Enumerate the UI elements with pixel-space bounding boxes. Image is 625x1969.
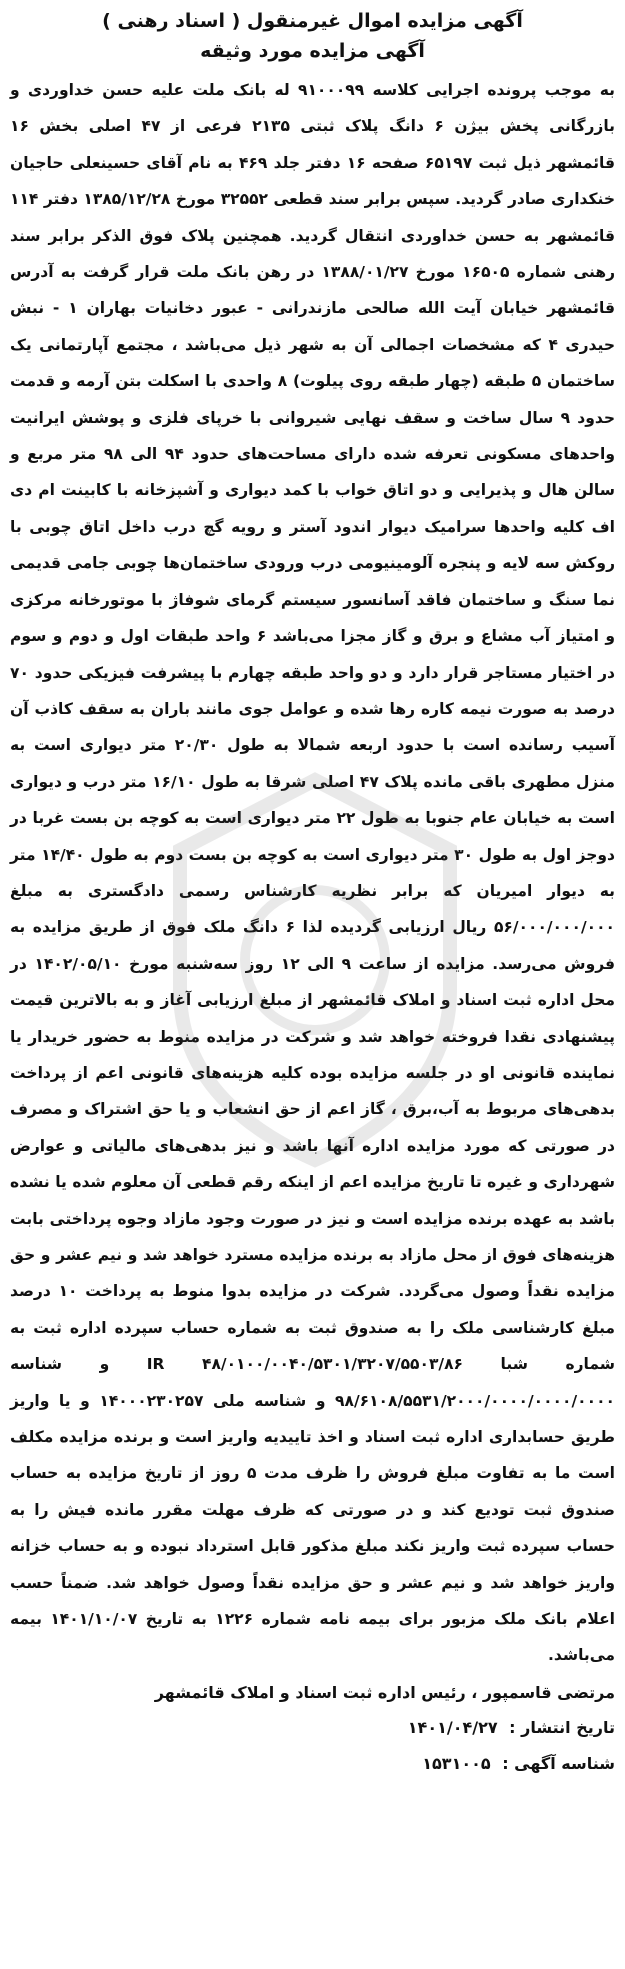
notice-title: آگهی مزایده اموال غیرمنقول ( اسناد رهنی ): [102, 10, 523, 32]
publish-date-label: تاریخ انتشار :: [509, 1717, 615, 1737]
publish-date-row: [10, 1710, 615, 1746]
notice-id-row: [10, 1746, 615, 1782]
notice-subtitle: آگهی مزایده مورد وثیقه: [200, 40, 425, 62]
notice-id-label: شناسه آگهی :: [502, 1753, 615, 1773]
signature-line: مرتضی قاسمپور ، رئیس اداره ثبت اسناد و املاک قائمشهر: [154, 1682, 615, 1702]
publish-date-value: ۱۴۰۱/۰۴/۲۷: [407, 1717, 498, 1737]
notice-id-value: ۱۵۳۱۰۰۵: [422, 1753, 491, 1773]
notice-body: به موجب پرونده اجرایی کلاسه ۹۱۰۰۰۹۹ له بانک ملت علیه حسن خداوردی و بازرگانی پخش بیژن ۶ دانگ پلاک ثبتی ۲۱۳۵ فرعی از ۴۷ اصلی بخش ۱۶ قائمشهر ذیل ثبت ۶۵۱۹۷ صفحه ۱۶ دفتر جلد ۴۶۹ به نام آقای حسینعلی حاجیان خنکداری صادر گردید. سپس برابر سند قطعی ۳۲۵۵۲ مورخ ۱۳۸۵/۱۲/۲۸ دفتر ۱۱۴ قائمشهر به حسن خداوردی انتقال گردید. همچنین پلاک فوق الذکر برابر سند رهنی شماره ۱۶۵۰۵ مورخ ۱۳۸۸/۰۱/۲۷ در رهن بانک ملت قرار گرفت به آدرس قائمشهر خیابان آیت الله صالحی مازندرانی - عبور دخانیات بهاران ۱ - نبش حیدری ۴ که مشخصات اجمالی آن به شهر ذیل می‌باشد ، مجتمع آپارتمانی یک ساختمان ۵ طبقه (چهار طبقه روی پیلوت) ۸ واحدی با اسکلت بتن آرمه و قدمت حدود ۹ سال ساخت و سقف نهایی شیروانی با خرپای فلزی و پوشش ایرانیت واحدهای مسکونی تعرفه شده دارای مساحت‌های حدود ۹۴ الی ۹۸ متر مربع و سالن هال و پذیرایی و دو اتاق خواب با کمد دیواری و آشپزخانه با کابینت ام دی اف کلیه واحدها سرامیک دیوار اندود آستر و رویه گچ درب داخل اتاق چوبی با روکش سه لایه و پنجره آلومینیومی درب ورودی ساختمان‌ها چوبی جامی قدیمی نما سنگ و ساختمان فاقد آسانسور سیستم گرمای شوفاژ با موتورخانه مرکزی و امتیاز آب مشاع و برق و گاز مجزا می‌باشد ۶ واحد طبقات اول و دوم و سوم در اختیار مستاجر قرار دارد و دو واحد طبقه چهارم با پیشرفت فیزیکی حدود ۷۰ درصد به صورت نیمه کاره رها شده و عوامل جوی مانند باران به سقف کاذب آن آسیب رسانده است با حدود اربعه شمالا به طول ۲۰/۳۰ متر دیواری است به منزل مطهری باقی مانده پلاک ۴۷ اصلی شرقا به طول ۱۶/۱۰ متر درب و دیواری است به خیابان عام جنوبا به طول ۲۲ متر دیواری است به کوچه بن بست غربا در دوجز اول به طول ۳۰ متر دیواری است به کوچه بن بست دوم به طول ۱۴/۴۰ متر به دیوار امیریان که برابر نظریه کارشناس رسمی دادگستری به مبلغ ۵۶/۰۰۰/۰۰۰/۰۰۰ ریال ارزیابی گردیده لذا ۶ دانگ ملک فوق از طریق مزایده به فروش می‌رسد. مزایده از ساعت ۹ الی ۱۲ روز سه‌شنبه مورخ ۱۴۰۲/۰۵/۱۰ در محل اداره ثبت اسناد و املاک قائمشهر از مبلغ ارزیابی آغاز و به بالاترین قیمت پیشنهادی نقدا فروخته خواهد شد و شرکت در مزایده منوط به حضور خریدار یا نماینده قانونی او در جلسه مزایده بوده کلیه هزینه‌های قانونی اعم از پرداخت بدهی‌های مربوط به آب،برق ، گاز اعم از حق انشعاب و یا حق اشتراک و مصرف در صورتی که مورد مزایده اداره آنها باشد و نیز بدهی‌های مالیاتی و عوارض شهرداری و غیره تا تاریخ مزایده اعم از اینکه رقم قطعی آن معلوم شده یا نشده باشد به عهده برنده مزایده است و نیز در صورت وجود مازاد وجوه پرداختی بابت هزینه‌های فوق از محل مازاد به برنده مزایده مسترد خواهد شد و نیم عشر و حق مزایده نقداً وصول می‌گردد. شرکت در مزایده بدوا منوط به پرداخت ۱۰ درصد مبلغ کارشناسی ملک را به صندوق ثبت به شماره حساب سپرده اداره ثبت به شماره شبا IR ۴۸/۰۱۰۰/۰۰۴۰/۵۳۰۱/۳۲۰۷/۵۵۰۳/۸۶ و شناسه ۹۸/۶۱۰۸/۵۵۳۱/۲۰۰۰/۰۰۰۰/۰۰۰۰/۰۰۰۰ و شناسه ملی ۱۴۰۰۰۲۳۰۲۵۷ و یا واریز طریق حسابداری اداره ثبت اسناد و اخذ تاییدیه واریز است و برنده مزایده مکلف است ما به تفاوت مبلغ فروش را ظرف مدت ۵ روز از تاریخ مزایده به حساب صندوق ثبت تودیع کند و در صورتی که ظرف مهلت مقرر مانده فیش را به حساب سپرده ثبت واریز نکند مبلغ مذکور قابل استرداد نبوده و به حساب خزانه واریز خواهد شد و نیم عشر و حق مزایده نقداً وصول خواهد شد. ضمناً حسب اعلام بانک ملک مزبور برای بیمه نامه شماره ۱۲۲۶ به تاریخ ۱۴۰۱/۱۰/۰۷ بیمه می‌باشد.: [10, 81, 616, 1665]
